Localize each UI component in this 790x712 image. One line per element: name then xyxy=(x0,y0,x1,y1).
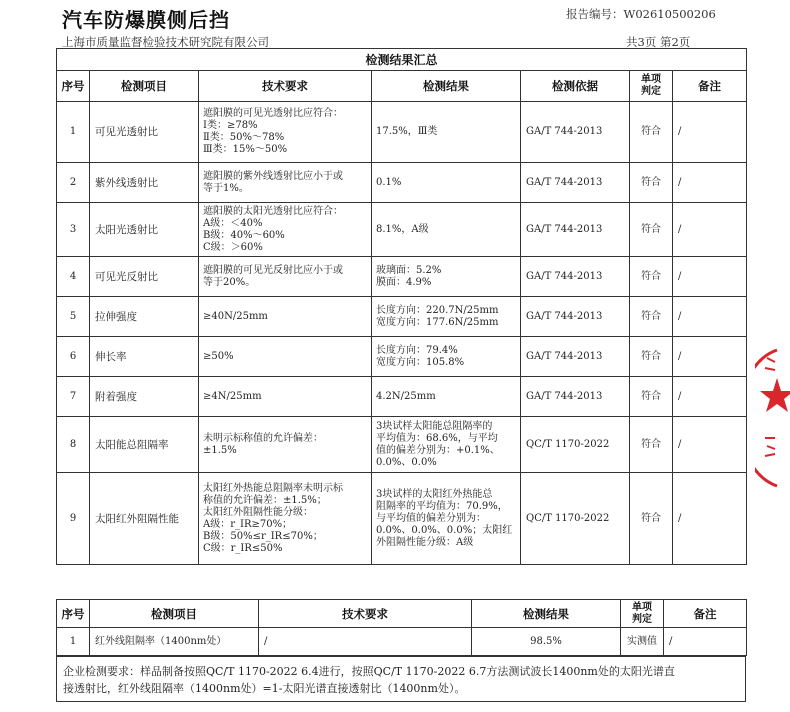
second-cell-remark: / xyxy=(664,628,747,656)
cell-requirement-line: 未明示标称值的允许偏差： xyxy=(203,432,323,444)
header-requirement: 技术要求 xyxy=(199,71,372,102)
cell-requirement-line: A级：r_IR≥70%； xyxy=(203,518,293,530)
cell-result xyxy=(372,417,521,473)
cell-item: 太阳红外阻隔性能 xyxy=(90,473,199,565)
note-line-1: 企业检测要求：样品制备按照QC/T 1170-2022 6.4进行，按照QC/T 1170-2022 6.7方法测试波长1400nm处的太阳光谱直 xyxy=(63,665,675,678)
cell-judgement: 符合 xyxy=(630,257,673,297)
cell-judgement: 符合 xyxy=(630,297,673,337)
second-cell-result: 98.5% xyxy=(472,628,621,656)
cell-seq: 9 xyxy=(57,473,90,565)
cell-seq: 7 xyxy=(57,377,90,417)
cell-result-line: 17.5%，Ⅲ类 xyxy=(376,126,438,137)
second-cell-requirement: / xyxy=(259,628,472,656)
cell-result-line: 0.0%、0.0% xyxy=(376,456,437,468)
cell-basis: GA/T 744-2013 xyxy=(521,337,630,377)
cell-result-line: 玻璃面：5.2% xyxy=(376,264,442,276)
cell-basis: GA/T 744-2013 xyxy=(521,377,630,417)
header-remark: 备注 xyxy=(673,71,747,102)
second-cell-seq: 1 xyxy=(57,628,90,656)
table-row xyxy=(57,337,747,377)
cell-result xyxy=(372,473,521,565)
results-summary-table xyxy=(56,48,747,565)
cell-requirement-line: ≥50% xyxy=(203,350,234,362)
cell-result-line: 3块试样的太阳红外热能总 xyxy=(376,488,493,500)
cell-result xyxy=(372,102,521,163)
cell-result-line: 与平均值的偏差分别为： xyxy=(376,512,486,524)
header-judgement-line1: 单项 xyxy=(641,74,661,85)
table-row xyxy=(57,473,747,565)
cell-result-line: 3块试样太阳能总阻隔率的 xyxy=(376,420,493,432)
cell-requirement-line: 遮阳膜的可见光透射比应符合： xyxy=(203,108,343,119)
header-judgement-line2: 判定 xyxy=(641,86,661,97)
cell-remark: / xyxy=(673,417,747,473)
cell-result-line: 0.0%、0.0%、0.0%；太阳红 xyxy=(376,524,513,536)
cell-item: 太阳能总阻隔率 xyxy=(90,417,199,473)
cell-basis: GA/T 744-2013 xyxy=(521,203,630,257)
report-number: 报告编号：W02610500206 xyxy=(566,7,716,21)
cell-requirement-line: B级：40%～60% xyxy=(203,229,285,241)
cell-result-line: 0.1% xyxy=(376,176,402,188)
cell-result-line: 阻隔率的平均值为：70.9%， xyxy=(376,500,508,512)
second-header-requirement: 技术要求 xyxy=(259,600,472,628)
table-row xyxy=(57,203,747,257)
cell-requirement-line: 称值的允许偏差：±1.5%； xyxy=(203,494,327,506)
cell-result xyxy=(372,377,521,417)
cell-item: 太阳光透射比 xyxy=(90,203,199,257)
cell-remark: / xyxy=(673,297,747,337)
cell-item: 可见光反射比 xyxy=(90,257,199,297)
cell-remark: / xyxy=(673,337,747,377)
cell-requirement xyxy=(199,163,372,203)
cell-item: 伸长率 xyxy=(90,337,199,377)
second-cell-item: 红外线阻隔率（1400nm处） xyxy=(90,628,259,656)
cell-requirement-line: ±1.5% xyxy=(203,444,237,456)
table-row xyxy=(57,257,747,297)
cell-requirement xyxy=(199,337,372,377)
cell-requirement-line: 遮阳膜的可见光反射比应小于或 xyxy=(203,264,343,276)
official-seal-stamp xyxy=(755,338,790,498)
cell-remark: / xyxy=(673,377,747,417)
cell-remark: / xyxy=(673,102,747,163)
cell-requirement xyxy=(199,257,372,297)
cell-requirement-line: C级：r_IR≤50% xyxy=(203,542,283,554)
second-header-result: 检测结果 xyxy=(472,600,621,628)
second-header-judgement-line1: 单项 xyxy=(632,601,652,613)
second-header-item: 检测项目 xyxy=(90,600,259,628)
second-cell-judgement: 实测值 xyxy=(621,628,664,656)
page-title: 汽车防爆膜侧后挡 xyxy=(62,8,230,32)
cell-result-line: 长度方向：220.7N/25mm xyxy=(376,304,499,316)
cell-requirement-line: 太阳红外热能总阻隔率未明示标 xyxy=(203,482,343,494)
cell-requirement-line: 太阳红外阻隔性能分级： xyxy=(203,506,313,518)
second-header-seq: 序号 xyxy=(57,600,90,628)
summary-title: 检测结果汇总 xyxy=(57,49,747,71)
cell-judgement: 符合 xyxy=(630,102,673,163)
cell-requirement-line: 遮阳膜的太阳光透射比应符合： xyxy=(203,205,343,217)
cell-seq: 4 xyxy=(57,257,90,297)
enterprise-requirement-note xyxy=(56,656,746,702)
cell-result-line: 宽度方向：105.8% xyxy=(376,356,465,368)
cell-requirement-line: C级：＞60% xyxy=(203,241,263,253)
cell-result-line: 平均值为：68.6%，与平均 xyxy=(376,432,498,444)
cell-requirement xyxy=(199,377,372,417)
cell-item: 可见光透射比 xyxy=(90,102,199,163)
cell-requirement-line: Ⅱ类：50%～78% xyxy=(203,132,285,143)
cell-result-line: 长度方向：79.4% xyxy=(376,344,458,356)
cell-result-line: 8.1%，A级 xyxy=(376,223,429,235)
table-row xyxy=(57,417,747,473)
cell-requirement xyxy=(199,297,372,337)
header-item: 检测项目 xyxy=(90,71,199,102)
cell-requirement-line: A级：＜40% xyxy=(203,217,263,229)
second-table-header-row xyxy=(57,600,747,628)
cell-result-line: 4.2N/25mm xyxy=(376,390,436,402)
note-line-2: 接透射比，红外线阻隔率（1400nm处）=1-太阳光谱直接透射比（1400nm处）。 xyxy=(63,682,466,695)
cell-result xyxy=(372,203,521,257)
cell-basis: GA/T 744-2013 xyxy=(521,257,630,297)
table-row xyxy=(57,628,747,656)
cell-seq: 8 xyxy=(57,417,90,473)
second-header-remark: 备注 xyxy=(664,600,747,628)
cell-requirement-line: ≥40N/25mm xyxy=(203,310,268,322)
header-seq: 序号 xyxy=(57,71,90,102)
cell-judgement: 符合 xyxy=(630,473,673,565)
cell-item: 附着强度 xyxy=(90,377,199,417)
cell-basis: GA/T 744-2013 xyxy=(521,163,630,203)
cell-judgement: 符合 xyxy=(630,417,673,473)
table-row xyxy=(57,377,747,417)
cell-requirement xyxy=(199,203,372,257)
cell-basis: GA/T 744-2013 xyxy=(521,102,630,163)
cell-requirement-line: Ⅰ类：≥78% xyxy=(203,120,258,131)
cell-seq: 2 xyxy=(57,163,90,203)
cell-basis: GA/T 744-2013 xyxy=(521,297,630,337)
cell-requirement xyxy=(199,417,372,473)
cell-requirement-line: ≥4N/25mm xyxy=(203,390,262,402)
cell-result xyxy=(372,337,521,377)
second-header-judgement-line2: 判定 xyxy=(632,613,652,625)
cell-judgement: 符合 xyxy=(630,337,673,377)
cell-basis: QC/T 1170-2022 xyxy=(521,473,630,565)
table-row xyxy=(57,163,747,203)
header-result: 检测结果 xyxy=(372,71,521,102)
cell-judgement: 符合 xyxy=(630,377,673,417)
cell-seq: 1 xyxy=(57,102,90,163)
second-header-judgement xyxy=(621,600,664,628)
cell-result-line: 膜面：4.9% xyxy=(376,276,432,288)
cell-requirement xyxy=(199,102,372,163)
cell-result-line: 宽度方向：177.6N/25mm xyxy=(376,316,499,328)
cell-remark: / xyxy=(673,473,747,565)
cell-result-line: 值的偏差分别为：+0.1%、 xyxy=(376,444,500,456)
header-basis: 检测依据 xyxy=(521,71,630,102)
cell-result xyxy=(372,163,521,203)
cell-requirement-line: 遮阳膜的紫外线透射比应小于或 xyxy=(203,170,343,182)
cell-judgement: 符合 xyxy=(630,203,673,257)
cell-item: 拉伸强度 xyxy=(90,297,199,337)
cell-requirement-line: B级：50%≤r_IR≤70%； xyxy=(203,530,323,542)
organization-name: 上海市质量监督检验技术研究院有限公司 xyxy=(62,35,269,49)
enterprise-test-table xyxy=(56,599,747,656)
cell-judgement: 符合 xyxy=(630,163,673,203)
cell-basis: QC/T 1170-2022 xyxy=(521,417,630,473)
cell-result xyxy=(372,297,521,337)
cell-seq: 3 xyxy=(57,203,90,257)
cell-remark: / xyxy=(673,257,747,297)
header-judgement xyxy=(630,71,673,102)
table-header-row xyxy=(57,71,747,102)
cell-seq: 6 xyxy=(57,337,90,377)
table-row xyxy=(57,102,747,163)
cell-requirement xyxy=(199,473,372,565)
cell-requirement-line: 等于20%。 xyxy=(203,276,256,288)
cell-remark: / xyxy=(673,163,747,203)
cell-remark: / xyxy=(673,203,747,257)
cell-requirement-line: Ⅲ类：15%～50% xyxy=(203,144,288,155)
cell-item: 紫外线透射比 xyxy=(90,163,199,203)
cell-result-line: 外阻隔性能分级：A级 xyxy=(376,536,474,548)
page-count: 共3页 第2页 xyxy=(626,35,691,49)
cell-seq: 5 xyxy=(57,297,90,337)
table-row xyxy=(57,297,747,337)
cell-requirement-line: 等于1%。 xyxy=(203,182,249,194)
cell-result xyxy=(372,257,521,297)
